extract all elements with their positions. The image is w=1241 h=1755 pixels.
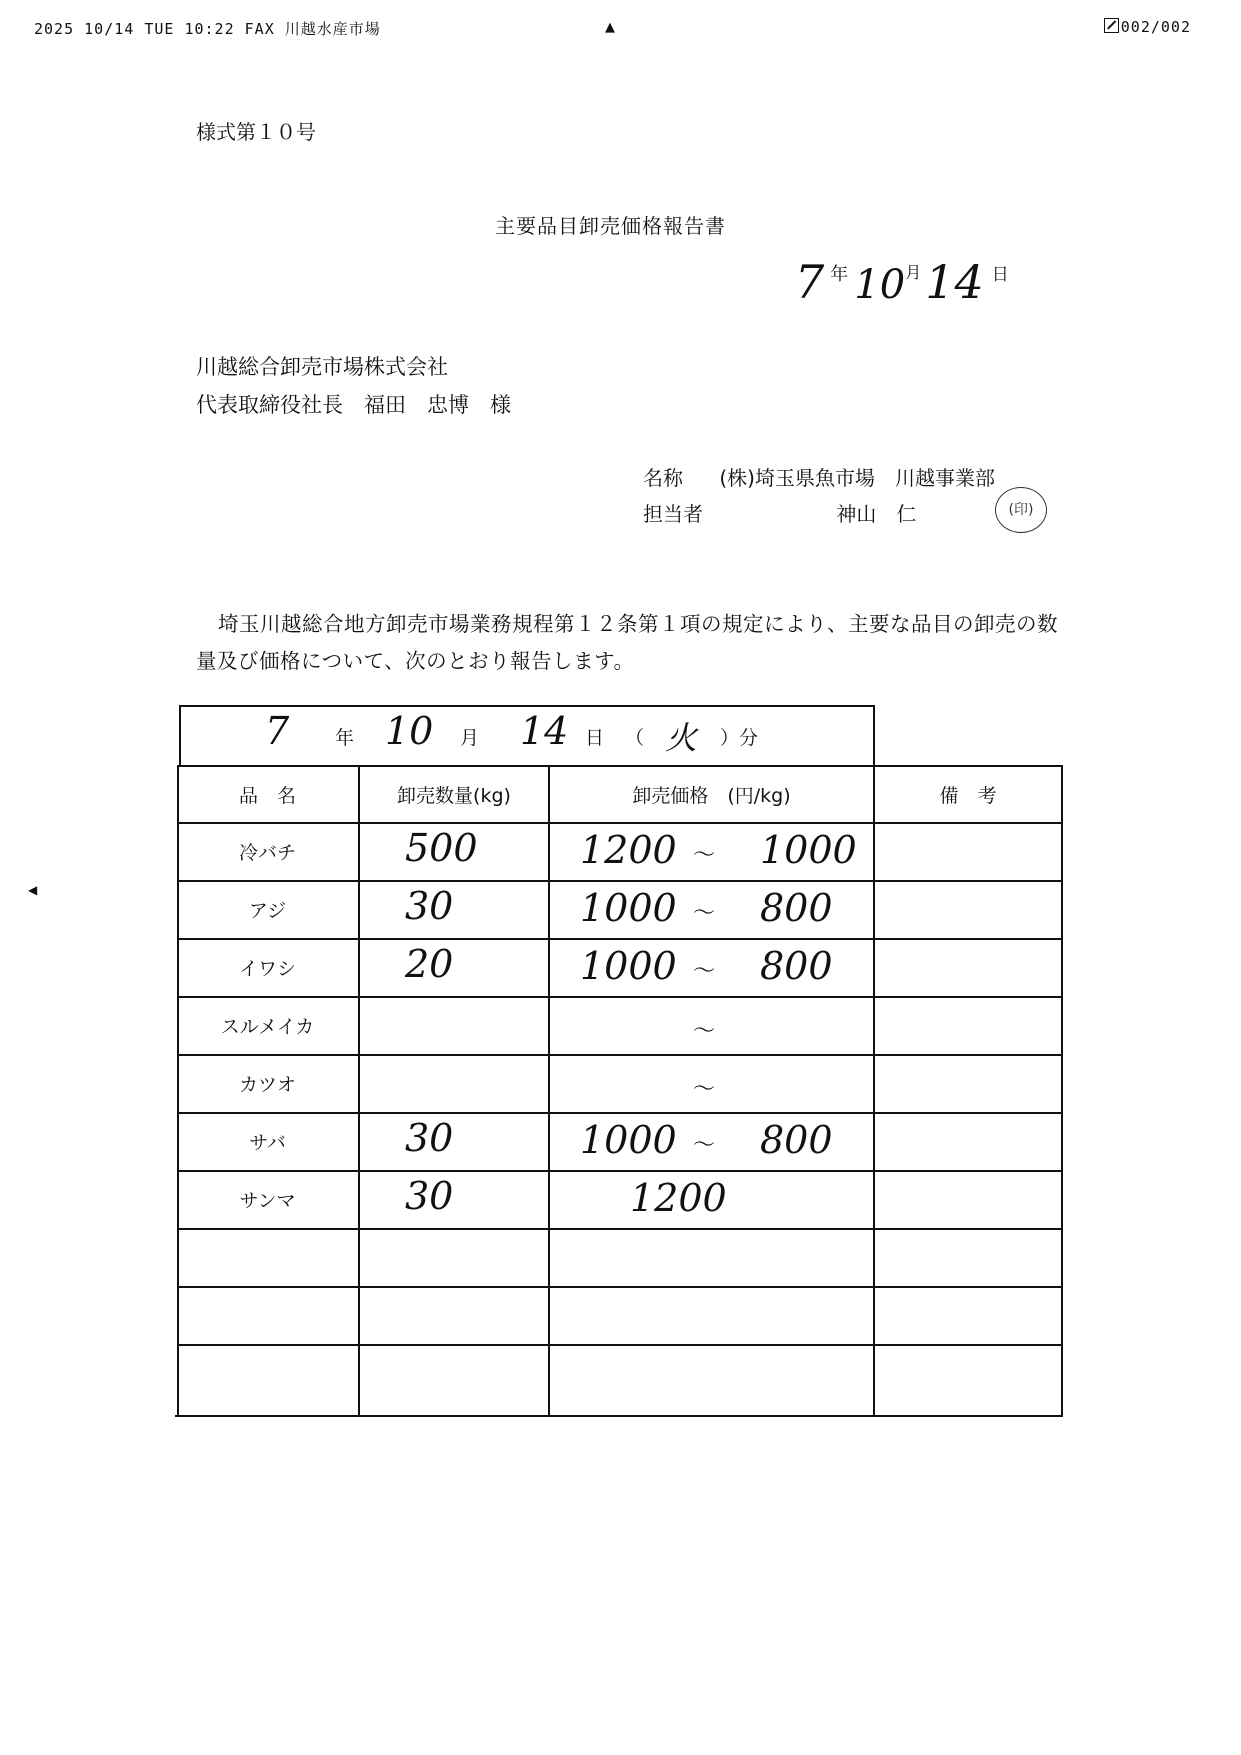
personal-seal-stamp: (印) [995, 487, 1047, 533]
report-date [795, 255, 1009, 309]
row-price-high: 1000 [580, 886, 677, 930]
fax-arrow-icon: ▲ [605, 20, 615, 35]
table-row [175, 940, 1063, 998]
row-quantity: 30 [405, 1174, 454, 1218]
table-row [175, 998, 1063, 1056]
document-title: 主要品目卸売価格報告書 [495, 214, 726, 238]
table-row [175, 882, 1063, 940]
report-date-year: 7 [795, 255, 825, 309]
table-row [175, 1346, 1063, 1404]
addressee-company: 川越総合卸売市場株式会社 [196, 355, 448, 379]
addressee-block [196, 348, 511, 424]
period-day: 14 [520, 709, 569, 753]
sender-person-label: 担当者 [643, 502, 703, 526]
sender-name-value: (株)埼玉県魚市場 川越事業部 [719, 466, 995, 490]
period-month: 10 [385, 709, 434, 753]
row-price-high: 1000 [580, 944, 677, 988]
period-year: 7 [265, 709, 290, 753]
table-row [175, 1056, 1063, 1114]
fax-page-number: 002/002 [1120, 18, 1191, 36]
row-item-name: サンマ [239, 1190, 296, 1212]
row-price-tilde: 〜 [693, 1019, 716, 1044]
table-row [175, 1172, 1063, 1230]
table-bottom-border [175, 1415, 1063, 1417]
fax-box-icon [1104, 18, 1119, 33]
row-item-name: 冷バチ [238, 842, 296, 864]
fax-page-counter [1104, 18, 1191, 36]
row-item-name: アジ [248, 900, 287, 922]
row-item-name: スルメイカ [220, 1016, 315, 1038]
period-close-paren: ）分 [720, 727, 759, 749]
row-price-high: 1000 [580, 1118, 677, 1162]
table-period-row [175, 705, 873, 765]
report-date-day-unit: 日 [991, 265, 1009, 285]
table-period-divider [177, 765, 1063, 767]
header-item: 品 名 [238, 785, 296, 807]
fax-header-line: 2025 10/14 TUE 10:22 FAX 川越水産市場 [34, 20, 381, 38]
report-body-text: 埼玉川越総合地方卸売市場業務規程第１２条第１項の規定により、主要な品目の卸売の数量及び価格について、次のとおり報告します。 [196, 612, 1058, 673]
header-quantity: 卸売数量(kg) [397, 785, 511, 807]
period-open-paren: （ [625, 727, 645, 749]
row-price-high: 1200 [630, 1176, 727, 1220]
row-price-low: 800 [760, 1118, 833, 1162]
period-weekday: 火 [665, 719, 698, 757]
row-quantity: 30 [405, 1116, 454, 1160]
row-price-tilde: 〜 [693, 1133, 716, 1158]
row-price-tilde: 〜 [693, 901, 716, 926]
price-report-table [175, 705, 1063, 1417]
header-remarks: 備 考 [939, 785, 997, 807]
period-year-unit: 年 [335, 727, 355, 749]
period-day-unit: 日 [585, 727, 605, 749]
report-date-day: 14 [925, 255, 984, 309]
period-month-unit: 月 [460, 727, 480, 749]
sender-name-row [643, 460, 995, 496]
row-item-name: サバ [249, 1132, 286, 1154]
table-row [175, 824, 1063, 882]
report-date-month: 10 [854, 262, 906, 308]
row-item-name: カツオ [238, 1074, 296, 1096]
row-price-low: 800 [760, 886, 833, 930]
row-quantity: 20 [405, 942, 454, 986]
row-price-low: 1000 [760, 828, 857, 872]
row-price-low: 800 [760, 944, 833, 988]
sender-block [643, 460, 995, 532]
row-price-high: 1200 [580, 828, 677, 872]
sender-person-value: 神山 仁 [836, 502, 917, 526]
report-date-year-unit: 年 [830, 264, 849, 285]
table-row [175, 1288, 1063, 1346]
form-number: 様式第１０号 [196, 120, 316, 144]
table-row [175, 1114, 1063, 1172]
left-arrow-icon: ◀ [28, 883, 38, 897]
row-price-tilde: 〜 [693, 843, 716, 868]
header-price: 卸売価格 (円/kg) [632, 785, 791, 807]
report-date-month-unit: 月 [905, 263, 922, 282]
row-price-tilde: 〜 [693, 959, 716, 984]
sender-person-row [643, 496, 995, 532]
row-quantity: 500 [405, 826, 478, 870]
row-item-name: イワシ [238, 958, 296, 980]
row-price-tilde: 〜 [693, 1077, 716, 1102]
row-quantity: 30 [405, 884, 454, 928]
table-row [175, 1230, 1063, 1288]
addressee-representative: 代表取締役社長 福田 忠博 様 [196, 393, 511, 417]
sender-name-label: 名称 [643, 466, 683, 490]
